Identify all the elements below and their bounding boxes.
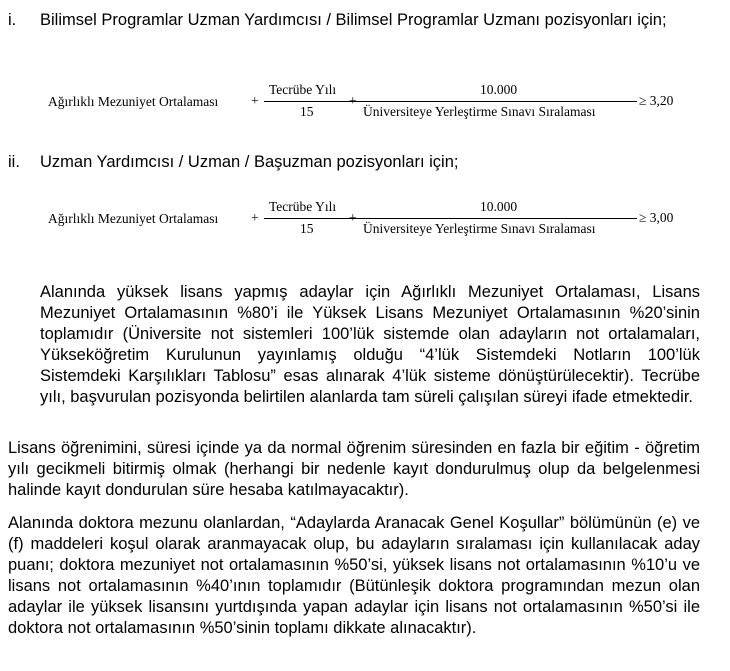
paragraph-bachelor-completion: Lisans öğrenimini, süresi içinde ya da normal öğrenim süresinden en fazla bir eğitim - öğretim yılı gecikmeli bitirmiş olmak (herhangi bir nedenle kayıt dondurulmuş olup da belgelenmesi halinde kayıt dondurulan süre hesaba katılmayacaktır). [8, 439, 700, 499]
fraction-denominator: 15 [300, 104, 314, 119]
formula-rhs: ≥ 3,00 [639, 210, 674, 225]
paragraph-doctorate-graduates: Alanında doktora mezunu olanlardan, “Adaylarda Aranacak Genel Koşullar” bölümünün (e) ve (f) maddeleri koşul olarak aranmayacak olup, bu adayların sıralaması için kullanılacak aday puanı; doktora mezuniyet not ortalamasının %50’si, yüksek lisans not ortalamasının %10’u ve lisans not ortalamasının %40’ının toplamıdır (Bütünleşik doktora programından mezun olan adaylar ile yüksek lisansını yurtdışında yapan adaylar için lisans not ortalamasının %50’si ile doktora not ortalamasının %50’sinin toplamı dikkate alınacaktır). [8, 514, 700, 637]
formula-lhs: Ağırlıklı Mezuniyet Ortalaması [48, 211, 219, 226]
list-item-text: Bilimsel Programlar Uzman Yardımcısı / Bilimsel Programlar Uzmanı pozisyonları için; [40, 11, 667, 29]
list-marker: i. [8, 11, 17, 29]
fraction-numerator: 10.000 [480, 199, 518, 214]
list-item-text: Uzman Yardımcısı / Uzman / Başuzman pozisyonları için; [40, 153, 459, 171]
formula-plus: + [251, 210, 259, 225]
fraction-numerator: Tecrübe Yılı [269, 199, 337, 214]
formula-plus: + [349, 93, 357, 108]
formula-2 [48, 199, 688, 239]
fraction-denominator: Üniversiteye Yerleştirme Sınavı Sıralaması [363, 104, 596, 119]
fraction-numerator: Tecrübe Yılı [269, 82, 337, 97]
fraction-denominator: Üniversiteye Yerleştirme Sınavı Sıralaması [363, 221, 596, 236]
fraction-numerator: 10.000 [480, 82, 518, 97]
formula-plus: + [349, 210, 357, 225]
list-marker: ii. [8, 153, 20, 171]
fraction-denominator: 15 [300, 221, 314, 236]
formula-plus: + [251, 93, 259, 108]
fraction-bar [361, 218, 637, 219]
list-item-ii [0, 152, 730, 174]
list-item-i [0, 10, 730, 55]
formula-rhs: ≥ 3,20 [639, 93, 674, 108]
fraction-bar [361, 101, 637, 102]
formula-1 [48, 82, 688, 122]
paragraph-weighted-gpa: Alanında yüksek lisans yapmış adaylar için Ağırlıklı Mezuniyet Ortalaması, Lisans Mezuniyet Ortalamasının %80’i ile Yüksek Lisans Mezuniyet Ortalamasının %20’sinin toplamıdır (Üniversite not sistemleri 100’lük sistemde olan adayların not ortalamaları, Yükseköğretim Kurulunun yayınlamış olduğu “4’lük Sistemdeki Notların 100’lük Sistemdeki Karşılıkları Tablosu” esas alınarak 4’lük sisteme dönüştürülecektir). Tecrübe yılı, başvurulan pozisyonda belirtilen alanlarda tam süreli çalışılan süreyi ifade etmektedir. [40, 283, 700, 406]
formula-lhs: Ağırlıklı Mezuniyet Ortalaması [48, 94, 219, 109]
